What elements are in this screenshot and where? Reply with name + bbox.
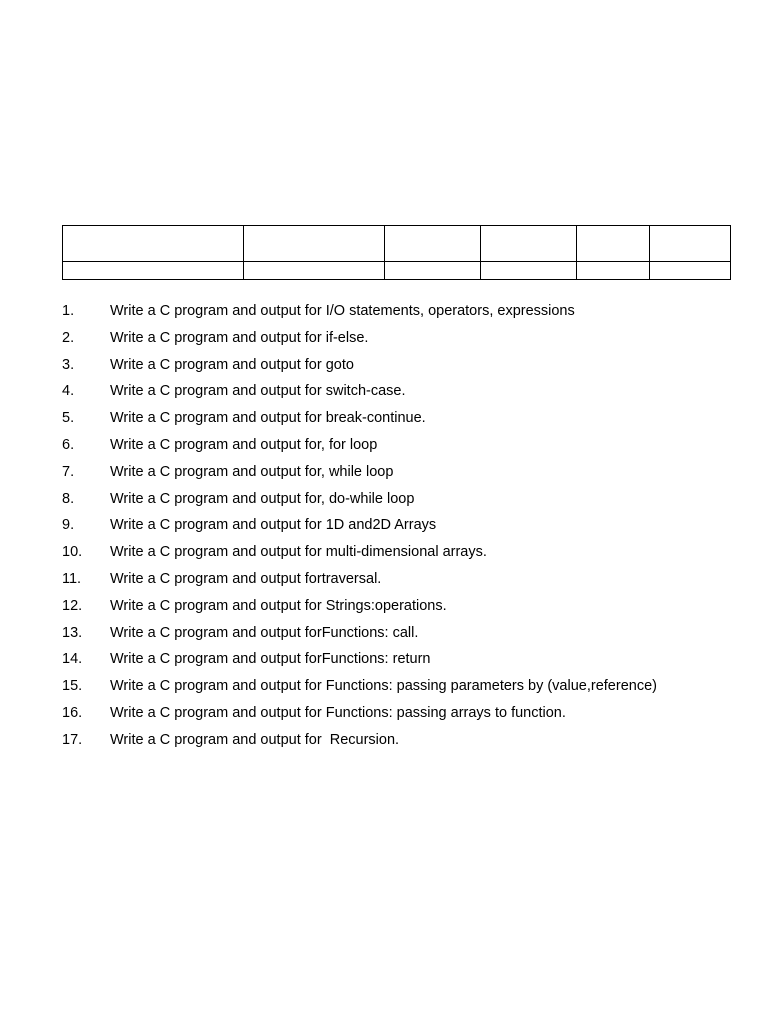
item-number: 16. (62, 704, 83, 721)
list-item (62, 327, 657, 354)
list-item (62, 675, 657, 702)
item-text: Write a C program and output for, for loop (110, 436, 378, 453)
list-item (62, 702, 657, 729)
list-item (62, 461, 657, 488)
list-item (62, 541, 657, 568)
item-number: 11. (62, 570, 82, 587)
item-text: Write a C program and output for goto (110, 356, 354, 373)
table-cell (244, 262, 385, 280)
table-cell (577, 262, 650, 280)
table-cell (481, 262, 577, 280)
item-number: 4. (62, 383, 75, 400)
table-cell (577, 226, 650, 262)
list-item (62, 648, 657, 675)
program-list (62, 300, 657, 756)
list-item (62, 354, 657, 381)
list-item (62, 729, 657, 756)
table-cell (63, 262, 244, 280)
item-text: Write a C program and output for Functions: passing arrays to function. (110, 704, 566, 721)
item-text: Write a C program and output for if-else. (110, 329, 369, 346)
list-item (62, 488, 657, 515)
item-number: 2. (62, 329, 75, 346)
list-item (62, 595, 657, 622)
item-text: Write a C program and output for 1D and2D Arrays (110, 517, 437, 534)
item-text: Write a C program and output for I/O statements, operators, expressions (110, 303, 575, 319)
table-cell (650, 262, 731, 280)
item-number: 7. (62, 463, 75, 480)
item-number: 10. (62, 544, 83, 561)
item-number: 6. (62, 436, 75, 453)
item-number: 8. (62, 490, 75, 507)
list-item (62, 407, 657, 434)
item-text: Write a C program and output for Recursion. (110, 731, 400, 748)
item-text: Write a C program and output forFunctions: return (110, 651, 431, 668)
table-cell (481, 226, 577, 262)
item-text: Write a C program and output forFunctions: call. (110, 624, 419, 641)
item-text: Write a C program and output for Strings:operations. (110, 597, 447, 614)
item-number: 15. (62, 678, 83, 695)
list-item (62, 300, 657, 327)
table-cell (385, 262, 481, 280)
item-number: 3. (62, 356, 75, 373)
item-text: Write a C program and output for, do-while loop (110, 490, 415, 507)
item-number: 5. (62, 410, 75, 427)
table-cell (385, 226, 481, 262)
table-cell (650, 226, 731, 262)
item-text: Write a C program and output for break-continue. (110, 410, 426, 427)
list-item (62, 514, 657, 541)
table-cell (63, 226, 244, 262)
list-item (62, 380, 657, 407)
item-text: Write a C program and output fortraversal. (110, 570, 382, 587)
item-text: Write a C program and output for Functions: passing parameters by (value,reference) (110, 678, 657, 695)
list-item (62, 622, 657, 649)
item-number: 1. (62, 303, 75, 319)
item-number: 9. (62, 517, 75, 534)
item-number: 12. (62, 597, 83, 614)
item-number: 17. (62, 731, 83, 748)
item-text: Write a C program and output for multi-dimensional arrays. (110, 544, 487, 561)
table-row (63, 262, 731, 280)
table-cell (244, 226, 385, 262)
item-text: Write a C program and output for switch-case. (110, 383, 406, 400)
list-item (62, 434, 657, 461)
header-table (62, 225, 731, 280)
item-number: 13. (62, 624, 83, 641)
item-number: 14. (62, 651, 83, 668)
table-row (63, 226, 731, 262)
list-item (62, 568, 657, 595)
item-text: Write a C program and output for, while loop (110, 463, 394, 480)
